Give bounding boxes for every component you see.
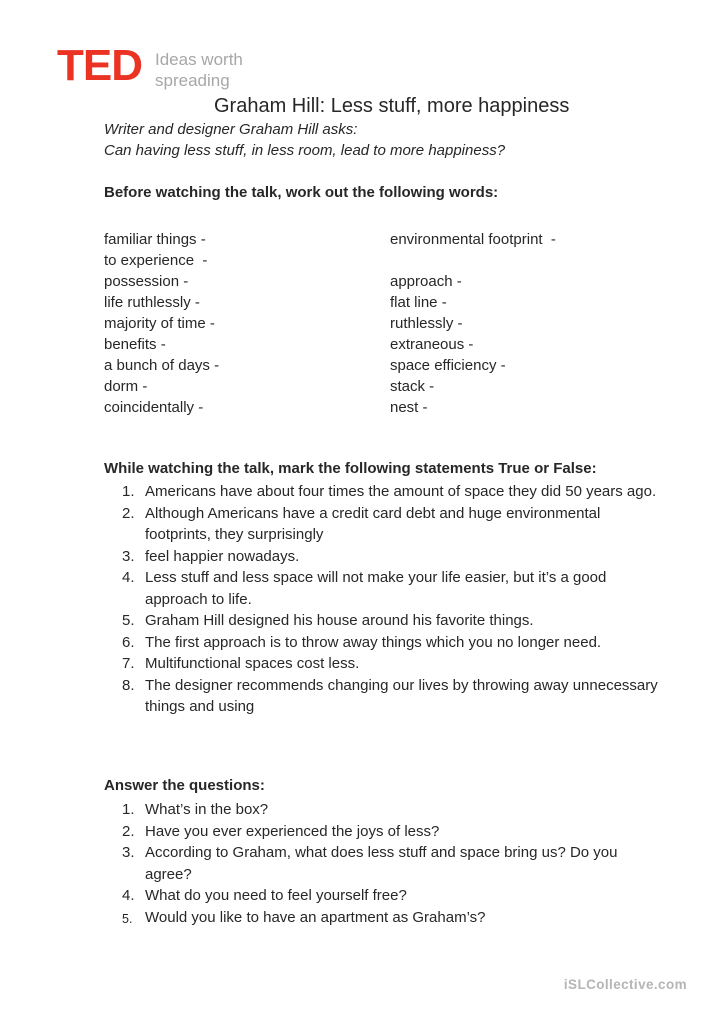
item-text: Less stuff and less space will not make your life easier, but it’s a good approach to life.	[145, 569, 607, 608]
vocabulary-term-right: space efficiency -	[390, 357, 506, 374]
true-false-section-heading: While watching the talk, mark the following statements True or False:	[104, 460, 597, 477]
true-false-list	[104, 481, 665, 718]
questions-section-heading: Answer the questions:	[104, 777, 265, 794]
ted-tagline	[155, 49, 243, 91]
item-number: 1.	[122, 483, 135, 500]
ted-logo	[57, 41, 243, 91]
intro-text	[104, 119, 505, 161]
vocabulary-row	[104, 355, 556, 376]
question-item	[104, 799, 665, 821]
ted-tagline-line-1: Ideas worth	[155, 50, 243, 69]
item-number: 7.	[122, 655, 135, 672]
vocabulary-row	[104, 229, 556, 250]
question-item	[104, 821, 665, 843]
item-number: 5.	[122, 911, 133, 926]
vocabulary-term-left: majority of time -	[104, 315, 215, 332]
vocabulary-term-left: to experience -	[104, 252, 208, 269]
vocabulary-term-right: ruthlessly -	[390, 315, 463, 332]
ted-logo-text: TED	[57, 41, 142, 90]
question-item	[104, 907, 665, 931]
vocabulary-term-left: coincidentally -	[104, 399, 204, 416]
item-text: Although Americans have a credit card debt and huge environmental footprints, they surprisingly	[145, 504, 601, 543]
vocabulary-list	[104, 229, 556, 418]
item-number: 4.	[122, 569, 135, 586]
item-text: What’s in the box?	[145, 801, 269, 818]
vocabulary-row	[104, 376, 556, 397]
questions-list	[104, 799, 665, 930]
item-number: 5.	[122, 612, 135, 629]
intro-line-2: Can having less stuff, in less room, lead to more happiness?	[104, 142, 506, 159]
vocabulary-row	[104, 313, 556, 334]
item-text: Americans have about four times the amount of space they did 50 years ago.	[145, 483, 657, 500]
item-text: What do you need to feel yourself free?	[145, 887, 407, 904]
vocabulary-term-right: approach -	[390, 273, 462, 290]
vocabulary-row	[104, 271, 556, 292]
true-false-item	[104, 481, 665, 503]
item-text: Multifunctional spaces cost less.	[145, 655, 360, 672]
ted-tagline-line-2: spreading	[155, 71, 230, 90]
intro-line-1: Writer and designer Graham Hill asks:	[104, 121, 358, 138]
vocabulary-term-right: extraneous -	[390, 336, 474, 353]
vocabulary-term-left: dorm -	[104, 378, 148, 395]
item-number: 3.	[122, 547, 135, 565]
item-text: Graham Hill designed his house around his favorite things.	[145, 612, 534, 629]
item-number: 4.	[122, 887, 135, 904]
vocabulary-row	[104, 292, 556, 313]
true-false-item	[104, 610, 665, 632]
vocabulary-row	[104, 397, 556, 418]
true-false-item	[104, 567, 665, 610]
item-text: Would you like to have an apartment as Graham’s?	[145, 908, 486, 926]
vocabulary-term-right: environmental footprint -	[390, 231, 556, 248]
question-item	[104, 885, 665, 907]
vocabulary-term-left: benefits -	[104, 336, 166, 353]
vocabulary-term-right: flat line -	[390, 294, 447, 311]
item-number: 3.	[122, 844, 135, 861]
item-text: According to Graham, what does less stuff and space bring us? Do you agree?	[145, 844, 618, 883]
item-text: Have you ever experienced the joys of less?	[145, 822, 440, 840]
item-number: 8.	[122, 676, 135, 694]
item-text: feel happier nowadays.	[145, 547, 300, 565]
true-false-item	[104, 675, 665, 718]
question-item	[104, 842, 665, 885]
vocabulary-term-left: a bunch of days -	[104, 357, 220, 374]
vocabulary-row	[104, 334, 556, 355]
vocabulary-term-left: life ruthlessly -	[104, 294, 200, 311]
vocabulary-term-left: possession -	[104, 273, 189, 290]
islcollective-watermark: iSLCollective.com	[563, 977, 687, 992]
vocabulary-term-right: nest -	[390, 399, 428, 416]
item-number: 1.	[122, 801, 135, 818]
vocabulary-term-left: familiar things -	[104, 231, 206, 248]
vocabulary-term-right: stack -	[390, 378, 435, 395]
worksheet-title: Graham Hill: Less stuff, more happiness	[214, 95, 570, 117]
item-number: 2.	[122, 504, 135, 522]
true-false-item	[104, 653, 665, 675]
item-text: The first approach is to throw away things which you no longer need.	[145, 633, 602, 651]
item-number: 6.	[122, 633, 135, 651]
true-false-item	[104, 546, 665, 568]
item-text: The designer recommends changing our lives by throwing away unnecessary things and using	[145, 676, 658, 715]
vocabulary-row	[104, 250, 556, 271]
vocabulary-section-heading: Before watching the talk, work out the following words:	[104, 184, 499, 201]
true-false-item	[104, 632, 665, 654]
item-number: 2.	[122, 822, 135, 840]
true-false-item	[104, 503, 665, 546]
